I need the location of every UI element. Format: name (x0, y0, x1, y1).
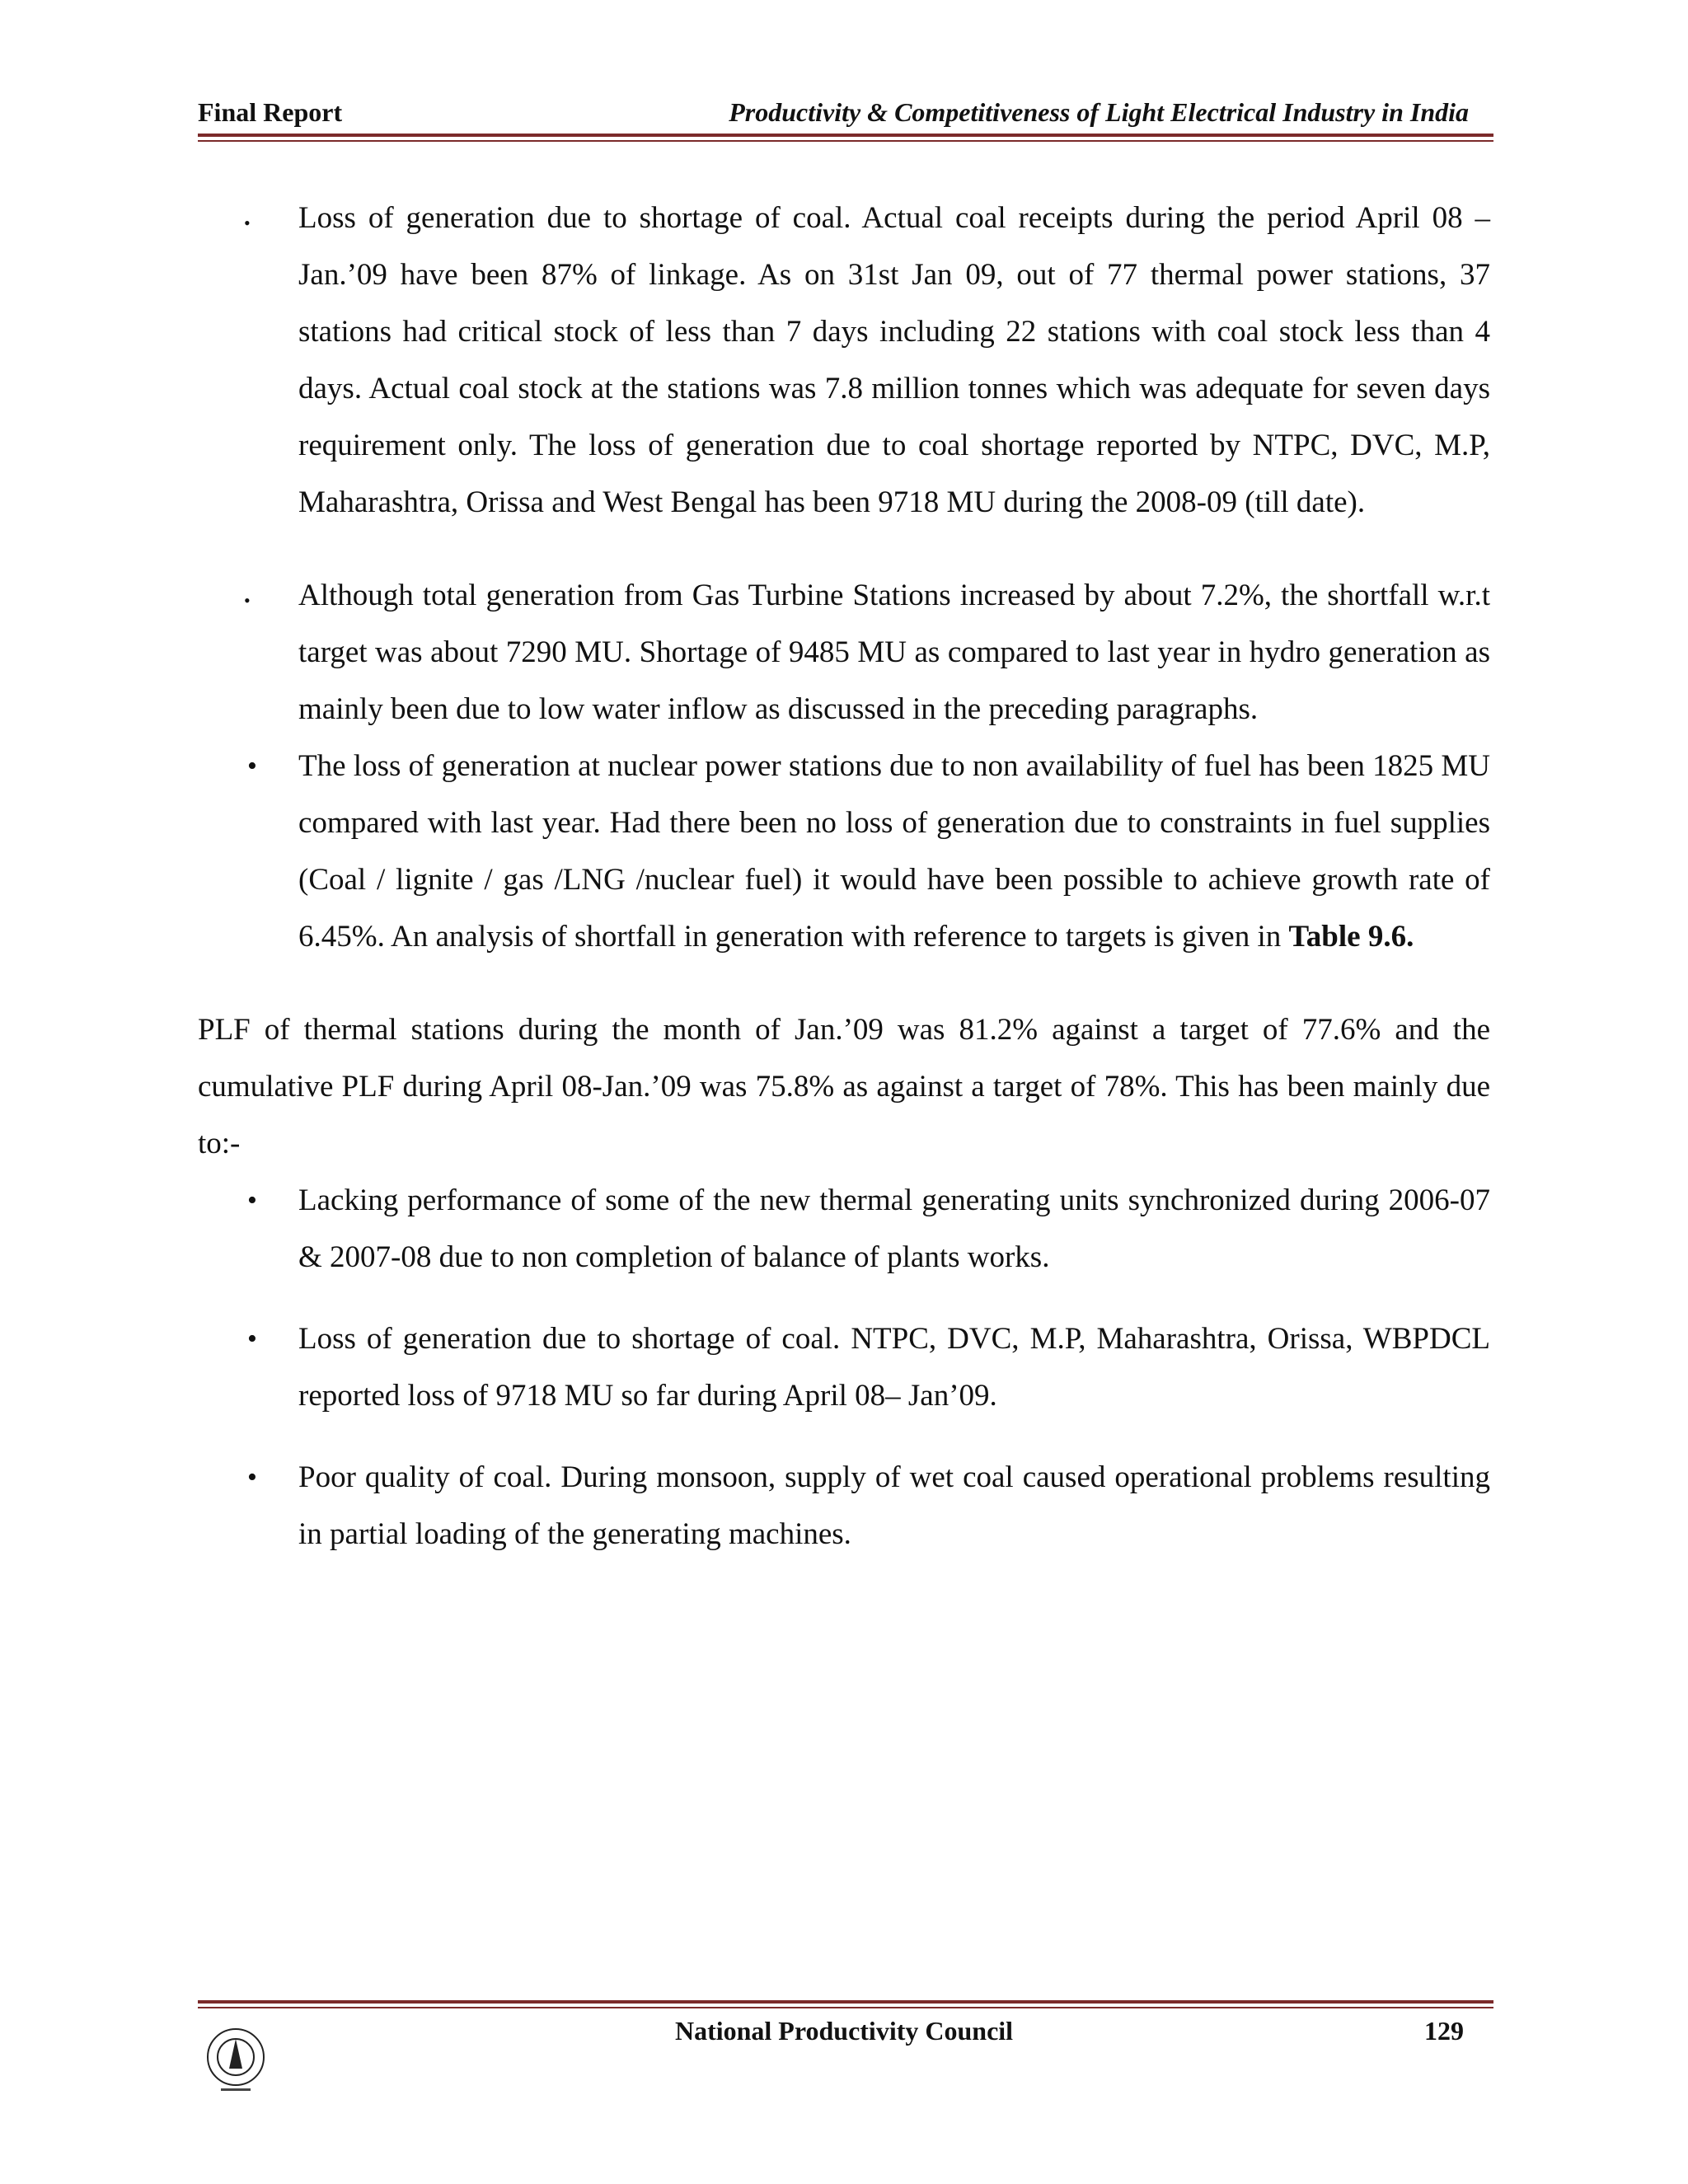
footer-organization: National Productivity Council (674, 2016, 1014, 2046)
list-item-text: Although total generation from Gas Turbine Stations increased by about 7.2%, the shortfall w.r.t target was about 7290 MU. Shortage of 9485 MU as compared to last year in hydro generation as mainly been due to low water inflow as discussed in the preceding paragraphs. (298, 579, 1490, 726)
page-header (198, 97, 1493, 138)
list-item-text (298, 738, 1490, 965)
header-rule (198, 134, 1493, 142)
page-content (198, 190, 1490, 1563)
bullet-marker: • (247, 1185, 257, 1216)
list-item (198, 1172, 1490, 1286)
page-number: 129 (1424, 2016, 1464, 2046)
list-item-text-body: The loss of generation at nuclear power stations due to non availability of fuel has been 1825 MU compared with last year. Had there been no loss of generation due to constraints in fuel supplies (Coal / lignite / gas /LNG /nuclear fuel) it would have been possible to achieve growth rate of 6.45%. An analysis of shortfall in generation with reference to targets is given in (298, 749, 1490, 954)
bullet-marker: • (247, 1324, 257, 1354)
table-reference: Table 9.6. (1288, 920, 1414, 954)
bullet-marker: • (244, 213, 251, 233)
list-item (198, 190, 1490, 531)
bullet-marker: • (244, 590, 251, 611)
footer-rule (198, 2000, 1493, 2008)
list-item-text: Lacking performance of some of the new thermal generating units synchronized during 2006-07 & 2007-08 due to non completion of balance of plants works. (298, 1183, 1490, 1274)
list-item-text: Loss of generation due to shortage of coal. Actual coal receipts during the period April 08 – Jan.’09 have been 87% of linkage. As on 31st Jan 09, out of 77 thermal power stations, 37 stations had critical stock of less than 7 days including 22 stations with coal stock less than 4 days. Actual coal stock at the stations was 7.8 million tonnes which was adequate for seven days requirement only. The loss of generation due to coal shortage reported by NTPC, DVC, M.P, Maharashtra, Orissa and West Bengal has been 9718 MU during the 2008-09 (till date). (298, 201, 1490, 519)
list-item (198, 567, 1490, 738)
list-item (198, 738, 1490, 965)
list-item (198, 1310, 1490, 1424)
list-item-text: Poor quality of coal. During monsoon, supply of wet coal caused operational problems resulting in partial loading of the generating machines. (298, 1460, 1490, 1551)
header-left-title: Final Report (198, 97, 343, 127)
header-right-title: Productivity & Competitiveness of Light Electrical Industry in India (729, 97, 1469, 127)
body-paragraph: PLF of thermal stations during the month of Jan.’09 was 81.2% against a target of 77.6% and the cumulative PLF during April 08-Jan.’09 was 75.8% as against a target of 78%. This has been mainly due to:- (198, 1013, 1490, 1160)
bullet-marker: • (247, 1462, 257, 1493)
bullet-marker: • (247, 751, 257, 781)
list-item-text: Loss of generation due to shortage of coal. NTPC, DVC, M.P, Maharashtra, Orissa, WBPDCL reported loss of 9718 MU so far during April 08– Jan’09. (298, 1322, 1490, 1413)
list-item (198, 1449, 1490, 1563)
